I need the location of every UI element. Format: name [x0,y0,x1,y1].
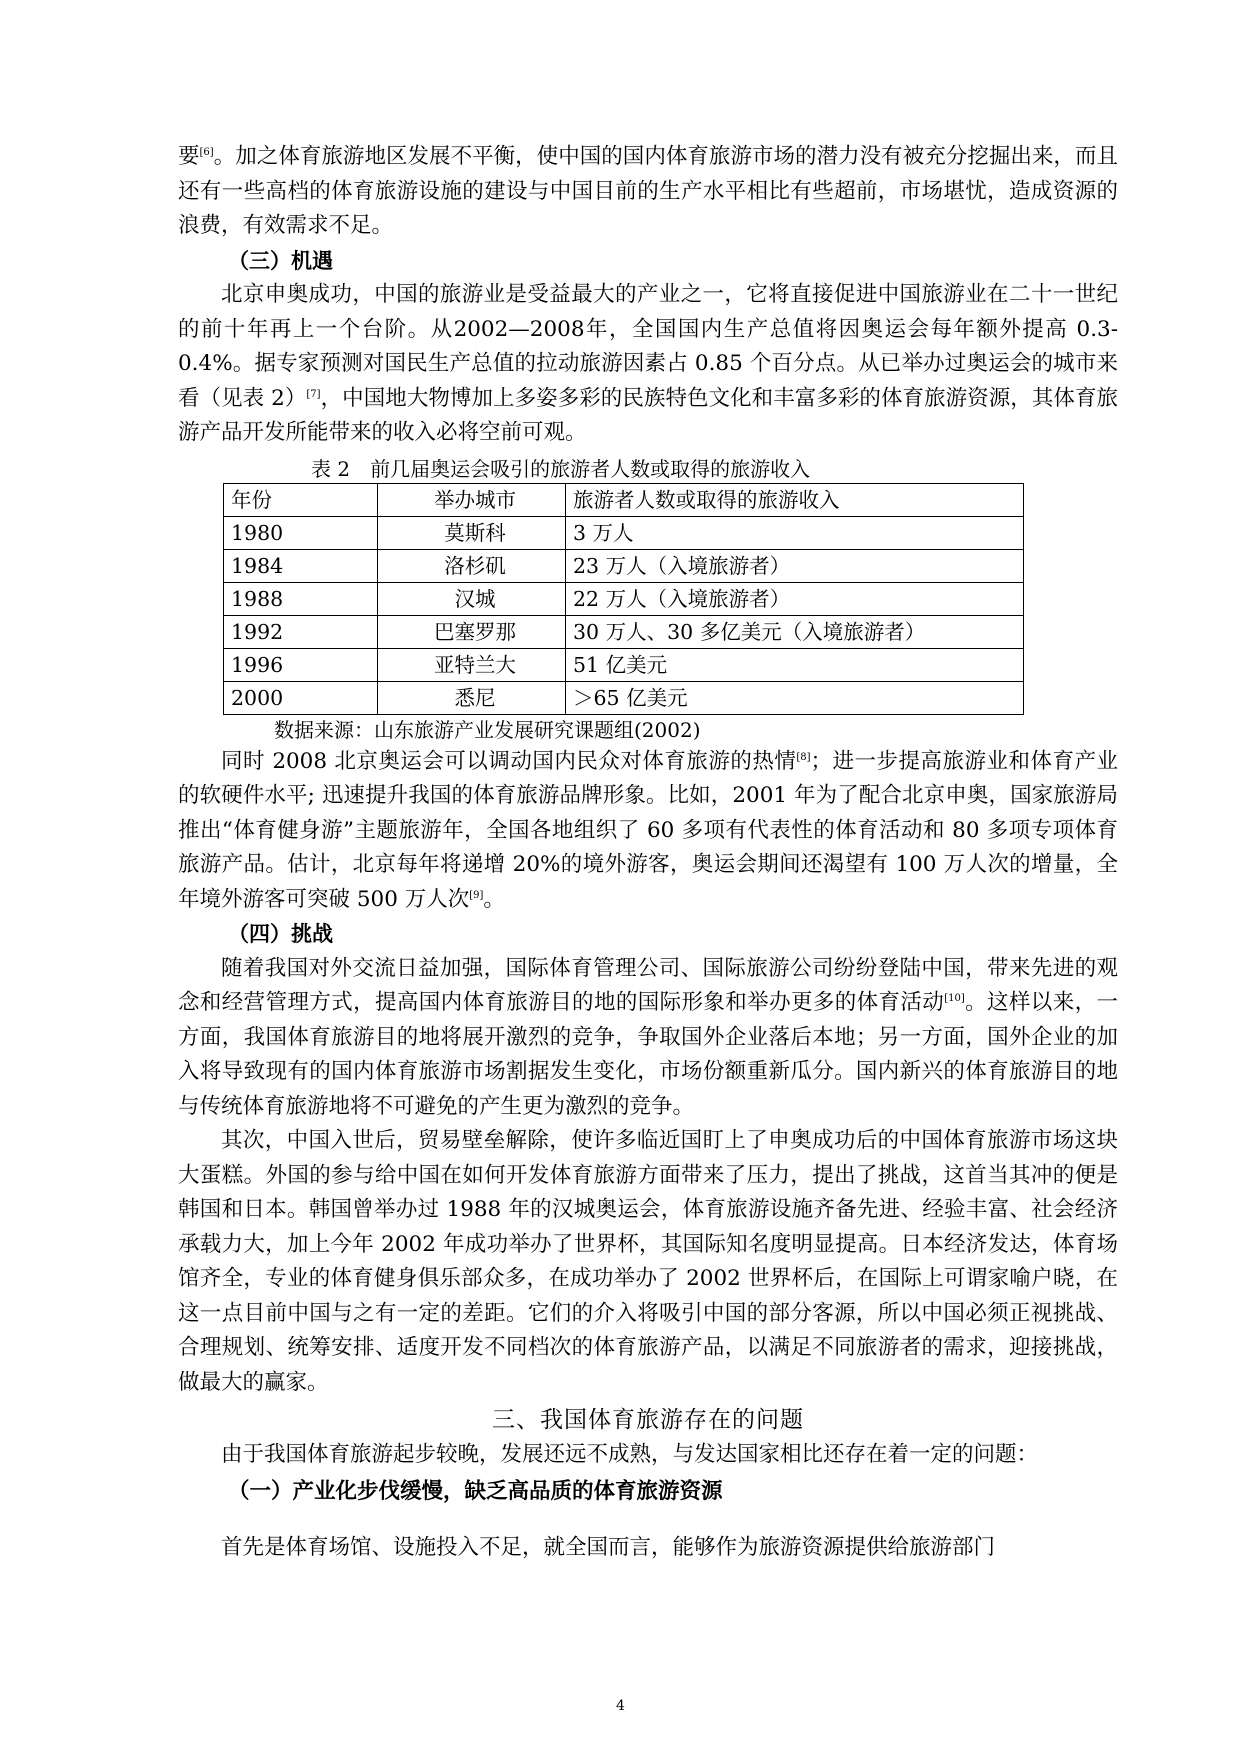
table-cell: 汉城 [378,582,566,615]
olympic-tourism-table [223,483,1024,715]
section-heading-1: （一）产业化步伐缓慢，缺乏高品质的体育旅游资源 [228,1478,723,1504]
table-cell: 2000 [224,681,378,714]
citation-ref: [6] [199,146,214,158]
section-heading-challenge: （四）挑战 [228,922,333,946]
text-run: 。加之体育旅游地区发展不平衡，使中国的国内体育旅游市场的潜力没有被充分挖掘出来，而且还有一些高档的体育旅游设施的建设与中国目前的生产水平相比有些超前，市场堪忧，造成资源的浪费，有效需求不足。 [178,144,1118,238]
page-content [178,140,1118,1565]
paragraph-challenge-2: 其次，中国入世后，贸易壁垒解除，使许多临近国盯上了申奥成功后的中国体育旅游市场这块大蛋糕。外国的参与给中国在如何开发体育旅游方面带来了压力，提出了挑战，这首当其冲的便是韩国和日本。韩国曾举办过 1988 年的汉城奥运会，体育旅游设施齐备先进、经验丰富、社会经济承载力大，加上今年 2002 年成功举办了世界杯，其国际知名度明显提高。日本经济发达，体育场馆齐全，专业的体育健身俱乐部众多，在成功举办了 2002 世界杯后，在国际上可谓家喻户晓，在这一点目前中国与之有一定的差距。它们的介入将吸引中国的部分客源，所以中国必须正视挑战、合理规划、统筹安排、适度开发不同档次的体育旅游产品，以满足不同旅游者的需求，迎接挑战，做最大的赢家。 [178,1128,1118,1395]
table-row [224,615,1024,648]
table-cell: 1996 [224,648,378,681]
table-header-cell: 年份 [224,483,378,516]
paragraph-olympic-effect [178,745,1118,918]
table-cell: ＞65 亿美元 [566,681,1024,714]
citation-ref: [8] [796,751,811,763]
table-row [224,549,1024,582]
text-run: 随着我国对外交流日益加强，国际体育管理公司、国际旅游公司纷纷登陆中国，带来先进的观念和经营管理方式，提高国内体育旅游目的地的国际形象和举办更多的体育活动 [178,955,1118,1015]
paragraph-top [178,140,1118,244]
paragraph-opportunity [178,278,1118,451]
text-run: ，中国地大物博加上多姿多彩的民族特色文化和丰富多彩的体育旅游资源，其体育旅游产品开发所能带来的收入必将空前可观。 [178,385,1118,445]
section-heading-opportunity: （三）机遇 [228,248,333,273]
text-run: 同时 2008 北京奥运会可以调动国内民众对体育旅游的热情 [221,748,797,774]
table-cell: 22 万人（入境旅游者） [566,582,1024,615]
table-source: 数据来源：山东旅游产业发展研究课题组(2002) [274,717,701,742]
table-cell: 1992 [224,615,378,648]
table-header-cell: 举办城市 [378,483,566,516]
text-run: 。 [483,886,505,912]
table-cell: 巴塞罗那 [378,615,566,648]
table-cell: 悉尼 [378,681,566,714]
text-run: 。这样以来，一方面，我国体育旅游目的地将展开激烈的竞争，争取国外企业落后本地；另一方面，国外企业的加入将导致现有的国内体育旅游市场割据发生变化，市场份额重新瓜分。国内新兴的体育旅游目的地与传统体育旅游地将不可避免的产生更为激烈的竞争。 [178,990,1118,1119]
table-cell: 1980 [224,516,378,549]
table-cell: 亚特兰大 [378,648,566,681]
table-row [224,516,1024,549]
table-cell: 莫斯科 [378,516,566,549]
table-cell: 1988 [224,582,378,615]
table-cell: 洛杉矶 [378,549,566,582]
text-run: 北京申奥成功，中国的旅游业是受益最大的产业之一，它将直接促进中国旅游业在二十一世纪的前十年再上一个台阶。从2002—2008年，全国国内生产总值将因奥运会每年额外提高 0.3-0.4%。据专家预测对国民生产总值的拉动旅游因素占 0.85 个百分点。从已举办过奥运会的城市来看（见表 2） [178,282,1118,411]
table-row [224,648,1024,681]
table-row [224,582,1024,615]
paragraph-problems: 由于我国体育旅游起步较晚，发展还远不成熟，与发达国家相比还存在着一定的问题： [221,1442,1039,1467]
citation-ref: [7] [306,388,321,400]
text-run: ；进一步提高旅游业和体育产业的软硬件水平; 迅速提升我国的体育旅游品牌形象。比如，2001 年为了配合北京申奥，国家旅游局推出“体育健身游”主题旅游年，全国各地组织了 60 多项有代表性的体育活动和 80 多项专项体育旅游产品。估计，北京每年将递增 20%的境外游客，奥运会期间还渴望有 100 万人次的增量，全年境外游客可突破 500 万人次 [178,748,1118,912]
table-cell: 1984 [224,549,378,582]
table-header-cell: 旅游者人数或取得的旅游收入 [566,483,1024,516]
table-cell: 30 万人、30 多亿美元（入境旅游者） [566,615,1024,648]
paragraph-last: 首先是体育场馆、设施投入不足，就全国而言，能够作为旅游资源提供给旅游部门 [221,1534,996,1560]
table-header-row [224,483,1024,516]
citation-ref: [10] [944,992,965,1004]
page-number: 4 [616,1698,625,1714]
text-run: 要 [178,144,200,169]
table-cell: 51 亿美元 [566,648,1024,681]
table-cell: 3 万人 [566,516,1024,549]
table-cell: 23 万人（入境旅游者） [566,549,1024,582]
paragraph-challenge-1 [178,952,1118,1125]
chapter-heading-3: 三、我国体育旅游存在的问题 [492,1407,804,1433]
table-row [224,681,1024,714]
citation-ref: [9] [469,889,484,901]
table-caption: 表 2 前几届奥运会吸引的旅游者人数或取得的旅游收入 [311,456,811,481]
